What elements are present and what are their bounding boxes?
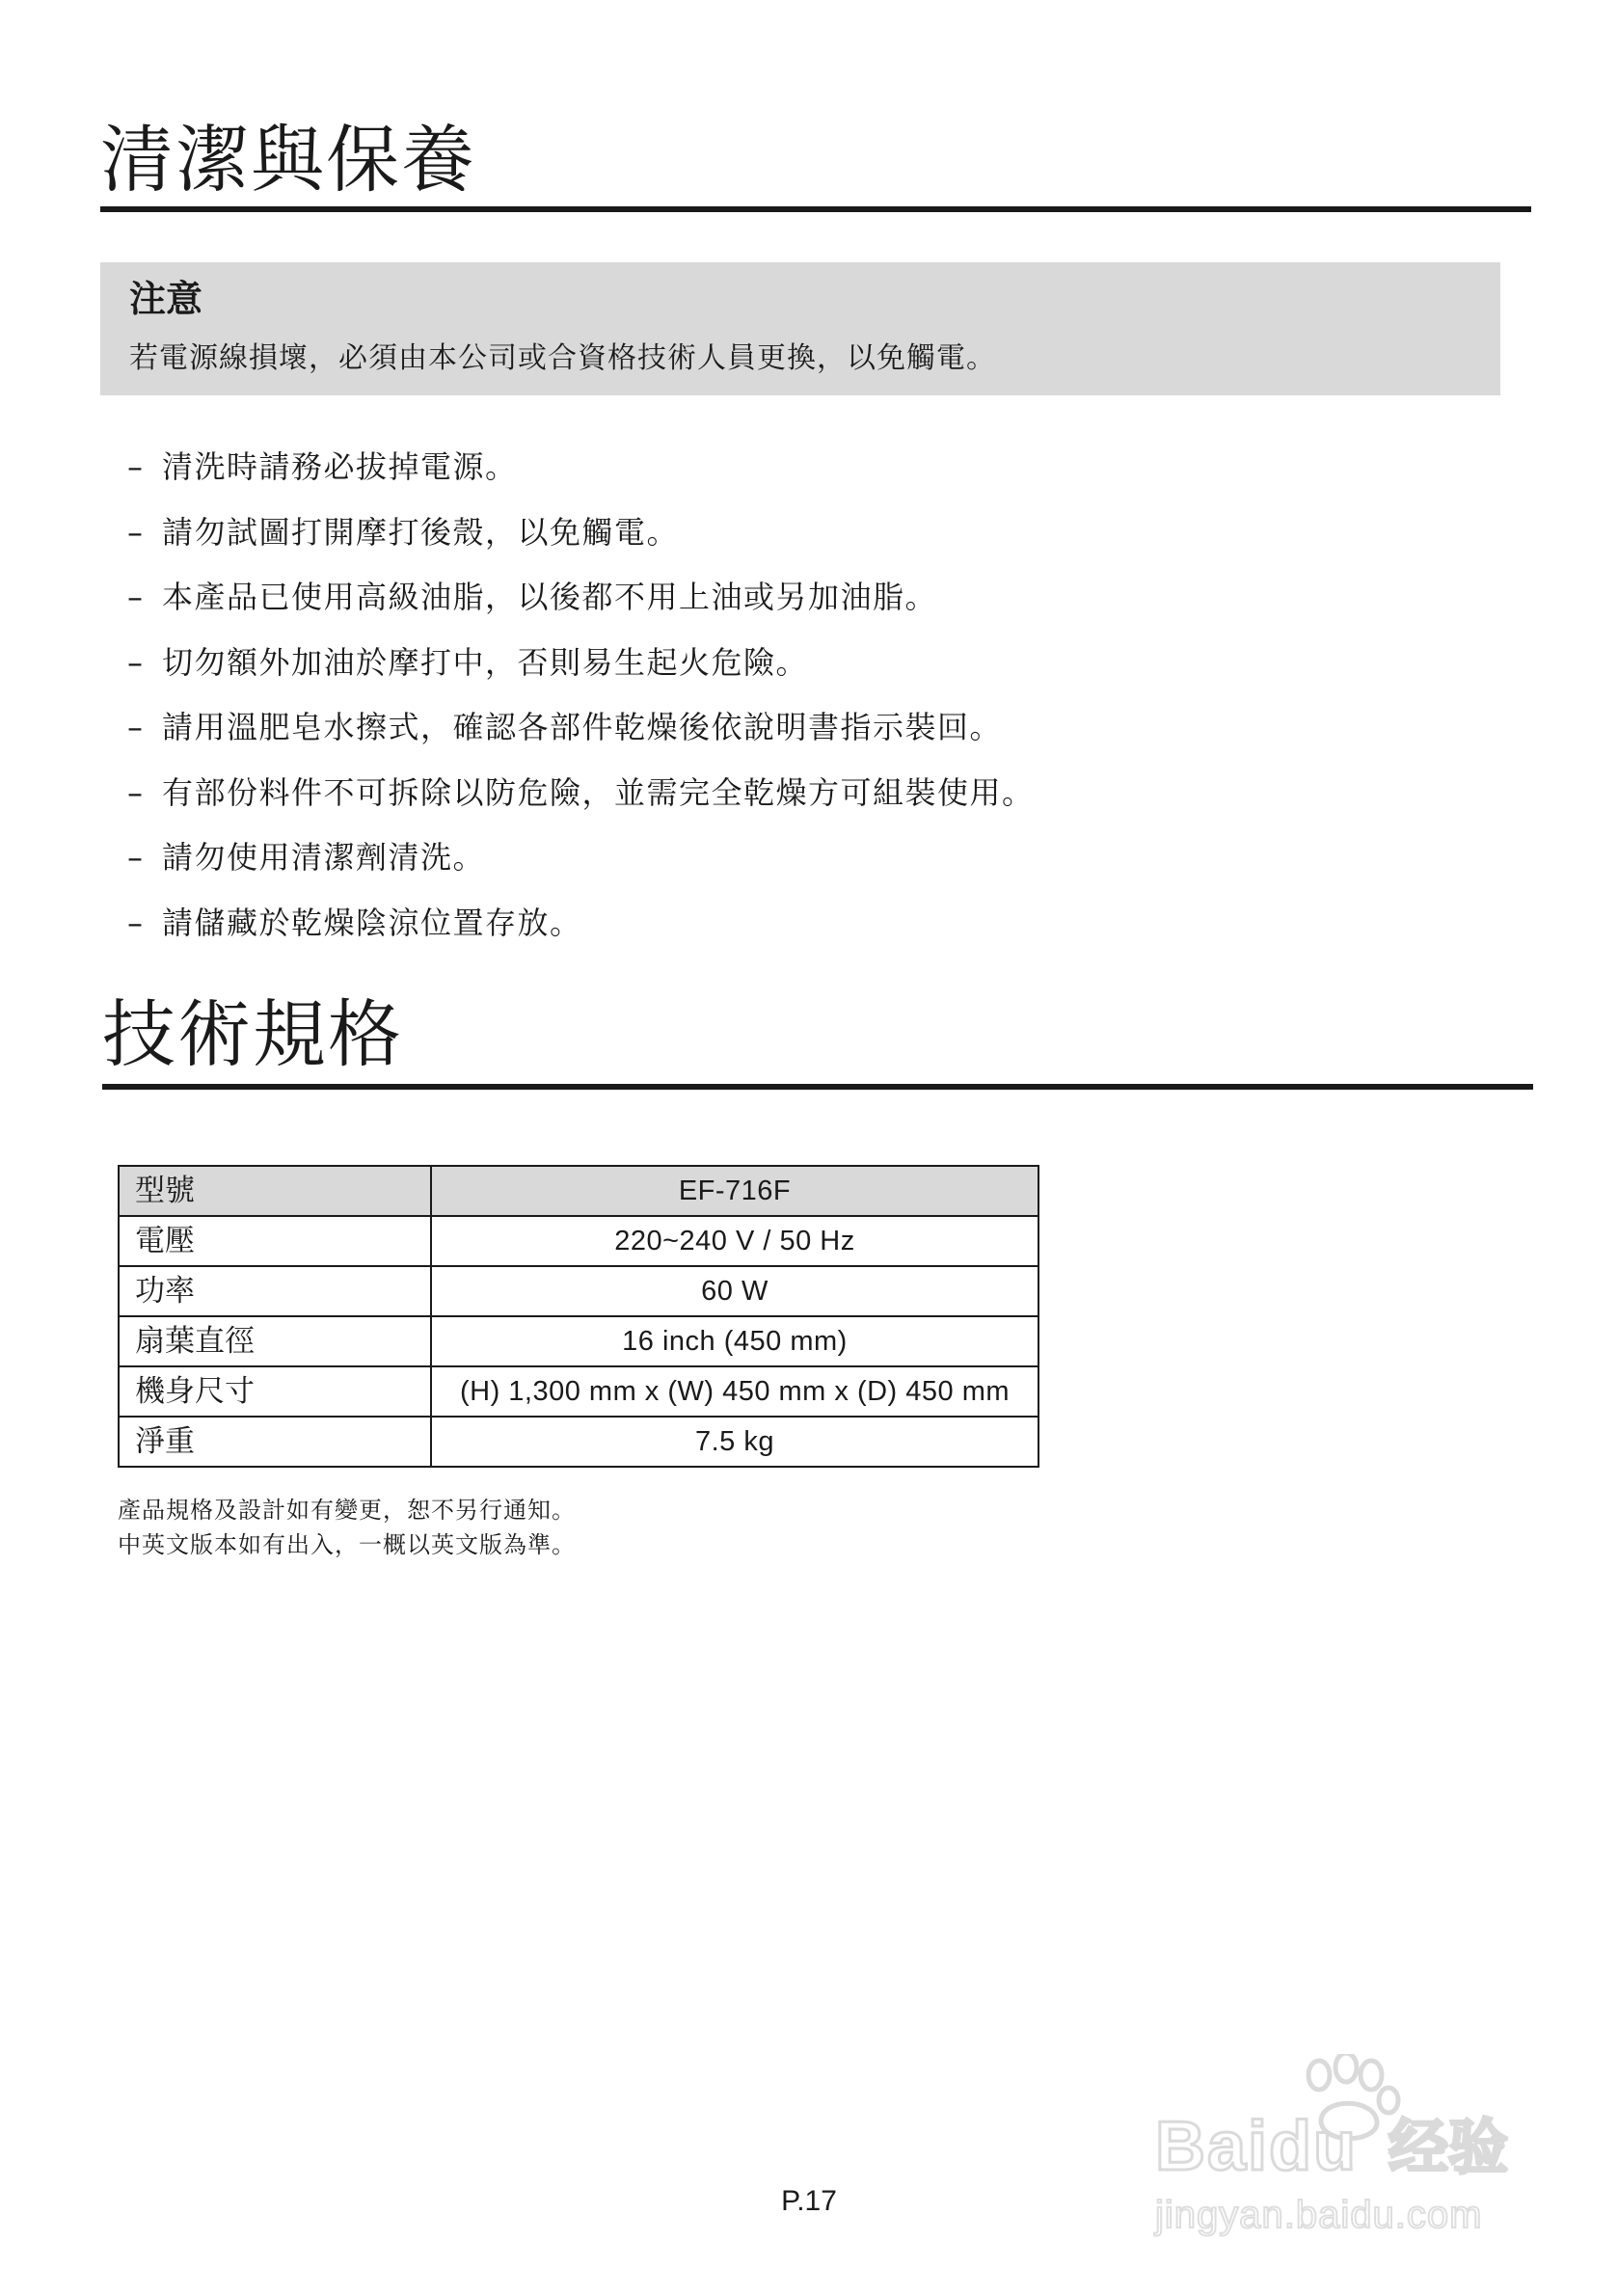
list-item	[127, 446, 1035, 511]
footnote: 中英文版本如有出入，一概以英文版為準。	[118, 1531, 576, 1558]
table-row	[119, 1417, 1038, 1467]
list-item-text: 請勿使用清潔劑清洗。	[162, 839, 486, 876]
list-item	[127, 771, 1035, 837]
bullet-dash: –	[127, 709, 145, 745]
spec-value: 7.5 kg	[431, 1417, 1038, 1467]
list-item	[127, 641, 1035, 707]
spec-value: 16 inch (450 mm)	[431, 1316, 1038, 1366]
baidu-jingyan-watermark	[1147, 2054, 1533, 2247]
spec-footnotes	[118, 1493, 576, 1562]
table-row	[119, 1366, 1038, 1417]
spec-value: (H) 1,300 mm x (W) 450 mm x (D) 450 mm	[431, 1366, 1038, 1417]
spec-table	[118, 1165, 1039, 1468]
table-row	[119, 1266, 1038, 1316]
page-number: P.17	[781, 2185, 837, 2217]
spec-label: 功率	[119, 1266, 431, 1316]
list-item-text: 請用溫肥皂水擦式，確認各部件乾燥後依說明書指示裝回。	[162, 709, 1003, 745]
spec-label: 型號	[119, 1166, 431, 1216]
list-item	[127, 902, 1035, 967]
cleaning-section-title: 清潔與保養	[100, 117, 476, 203]
spec-section-title: 技術規格	[102, 991, 403, 1077]
list-item	[127, 576, 1035, 641]
cleaning-instructions-list	[127, 446, 1035, 966]
bullet-dash: –	[127, 773, 145, 811]
bullet-dash: –	[127, 904, 145, 941]
table-row	[119, 1216, 1038, 1266]
spec-value: EF-716F	[431, 1166, 1038, 1216]
watermark-url: jingyan.baidu.com	[1155, 2194, 1483, 2236]
caution-heading: 注意	[129, 278, 203, 320]
list-item	[127, 706, 1035, 771]
list-item-text: 本產品已使用高級油脂，以後都不用上油或另加油脂。	[162, 579, 938, 615]
bullet-dash: –	[127, 643, 145, 681]
footnote: 產品規格及設計如有變更，恕不另行通知。	[118, 1497, 576, 1524]
spec-title-rule	[102, 1084, 1533, 1090]
spec-value: 60 W	[431, 1266, 1038, 1316]
bullet-dash: –	[127, 513, 145, 551]
spec-label: 淨重	[119, 1417, 431, 1467]
bullet-dash: –	[127, 839, 145, 876]
list-item-text: 有部份料件不可拆除以防危險，並需完全乾燥方可組裝使用。	[162, 773, 1035, 811]
list-item-text: 切勿額外加油於摩打中，否則易生起火危險。	[162, 643, 809, 681]
bullet-dash: –	[127, 448, 145, 485]
table-row	[119, 1316, 1038, 1366]
list-item	[127, 511, 1035, 577]
table-row	[119, 1166, 1038, 1216]
watermark-brand: Baidu	[1155, 2108, 1359, 2185]
list-item-text: 請勿試圖打開摩打後殼，以免觸電。	[162, 513, 680, 551]
caution-box	[100, 262, 1500, 395]
spec-value: 220~240 V / 50 Hz	[431, 1216, 1038, 1266]
caution-text: 若電源線損壞，必須由本公司或合資格技術人員更換，以免觸電。	[129, 341, 996, 375]
cleaning-title-rule	[100, 206, 1531, 212]
bullet-dash: –	[127, 579, 145, 615]
spec-label: 扇葉直徑	[119, 1316, 431, 1366]
list-item	[127, 836, 1035, 902]
spec-label: 電壓	[119, 1216, 431, 1266]
list-item-text: 清洗時請務必拔掉電源。	[162, 448, 518, 485]
list-item-text: 請儲藏於乾燥陰涼位置存放。	[162, 904, 582, 941]
watermark-brand-cn: 经验	[1389, 2112, 1509, 2182]
spec-label: 機身尺寸	[119, 1366, 431, 1417]
